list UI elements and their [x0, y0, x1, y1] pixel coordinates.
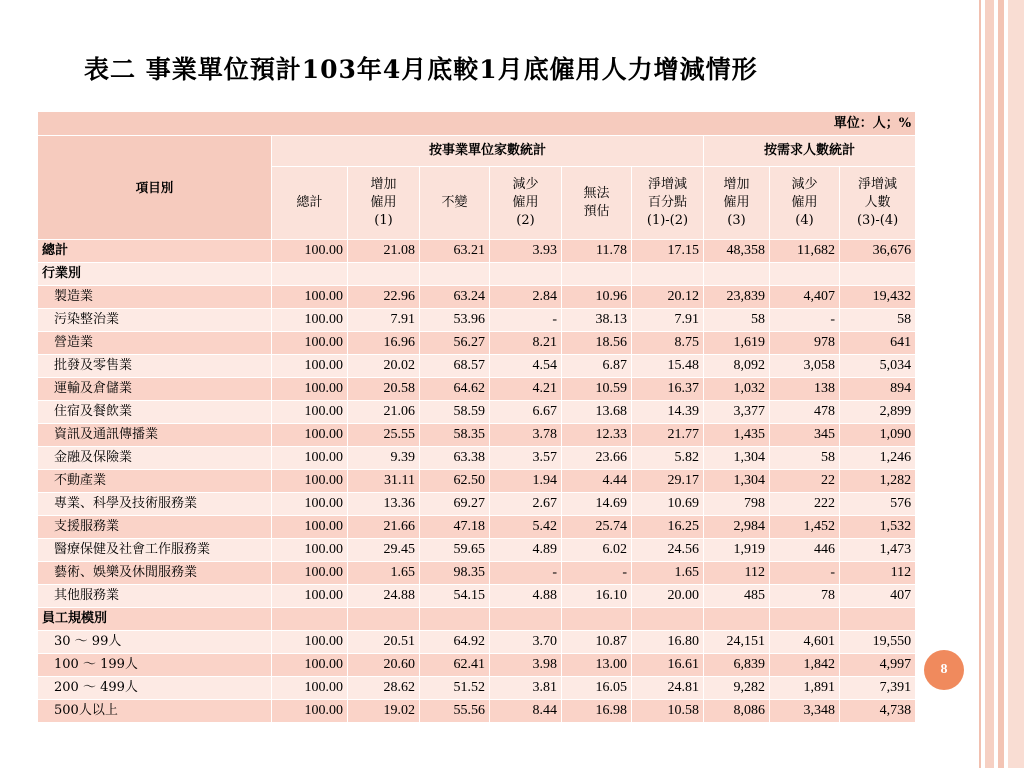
table-cell: 1,532: [840, 516, 916, 539]
row-label: 營造業: [38, 332, 272, 355]
table-row: [38, 470, 916, 493]
column-header: [490, 167, 562, 240]
table-cell: 3,058: [770, 355, 840, 378]
row-label: 總計: [38, 240, 272, 263]
table-row: [38, 585, 916, 608]
table-cell: 100.00: [272, 631, 348, 654]
table-cell: 59.65: [420, 539, 490, 562]
table-cell: 100.00: [272, 240, 348, 263]
table-cell: 100.00: [272, 355, 348, 378]
table-cell: 13.00: [562, 654, 632, 677]
column-header-line: 無法: [583, 186, 610, 201]
table-cell: 100.00: [272, 562, 348, 585]
column-header-line: 僱用: [512, 195, 539, 210]
table-row: [38, 286, 916, 309]
row-label: 不動產業: [38, 470, 272, 493]
table-cell: 21.66: [348, 516, 420, 539]
column-header-line: 僱用: [370, 195, 397, 210]
table-cell: [770, 263, 840, 286]
table-cell: 112: [704, 562, 770, 585]
column-header-line: (1)-(2): [646, 213, 689, 228]
table-cell: 28.62: [348, 677, 420, 700]
table-cell: 4.44: [562, 470, 632, 493]
table-cell: 1,304: [704, 447, 770, 470]
table-cell: [490, 608, 562, 631]
table-cell: 55.56: [420, 700, 490, 723]
table-cell: 63.21: [420, 240, 490, 263]
table-cell: 100.00: [272, 539, 348, 562]
table-cell: 100.00: [272, 286, 348, 309]
table-cell: 8,086: [704, 700, 770, 723]
table-cell: 29.17: [632, 470, 704, 493]
table-row: [38, 608, 916, 631]
table-cell: 138: [770, 378, 840, 401]
table-cell: 20.00: [632, 585, 704, 608]
table-cell: 19.02: [348, 700, 420, 723]
table-cell: 1,919: [704, 539, 770, 562]
column-header-line: (3)-(4): [856, 213, 899, 228]
table-cell: 18.56: [562, 332, 632, 355]
row-label: 運輸及倉儲業: [38, 378, 272, 401]
table-cell: 63.24: [420, 286, 490, 309]
header-group-establishments: 按事業單位家數統計: [272, 136, 704, 167]
column-header: [632, 167, 704, 240]
table-cell: 3,348: [770, 700, 840, 723]
table-row: [38, 493, 916, 516]
table-cell: 10.58: [632, 700, 704, 723]
table-cell: [562, 608, 632, 631]
table-cell: 16.10: [562, 585, 632, 608]
table-cell: 978: [770, 332, 840, 355]
table-row: [38, 309, 916, 332]
table-cell: [770, 608, 840, 631]
table-row: [38, 263, 916, 286]
row-label: 支援服務業: [38, 516, 272, 539]
table-cell: 16.05: [562, 677, 632, 700]
table-cell: 8.44: [490, 700, 562, 723]
row-label: 金融及保險業: [38, 447, 272, 470]
table-cell: 58.35: [420, 424, 490, 447]
table-cell: 5.42: [490, 516, 562, 539]
table-cell: 58: [840, 309, 916, 332]
table-cell: 8.75: [632, 332, 704, 355]
table-cell: -: [770, 562, 840, 585]
column-header-line: 僱用: [723, 195, 750, 210]
table-cell: 576: [840, 493, 916, 516]
table-cell: 10.59: [562, 378, 632, 401]
decor-stripe: [979, 0, 981, 768]
column-header-line: 淨增減: [858, 177, 898, 192]
column-header-line: 淨增減: [647, 177, 687, 192]
table-cell: 22.96: [348, 286, 420, 309]
table-cell: 7.91: [632, 309, 704, 332]
employment-table: [37, 111, 916, 723]
table-cell: 68.57: [420, 355, 490, 378]
table-cell: 64.62: [420, 378, 490, 401]
table-cell: 4,997: [840, 654, 916, 677]
table-cell: 12.33: [562, 424, 632, 447]
table-row: [38, 654, 916, 677]
table-cell: 62.50: [420, 470, 490, 493]
table-cell: 5.82: [632, 447, 704, 470]
table-cell: 7,391: [840, 677, 916, 700]
table-cell: [704, 608, 770, 631]
table-cell: 62.41: [420, 654, 490, 677]
table-cell: -: [490, 562, 562, 585]
table-cell: 4,601: [770, 631, 840, 654]
table-cell: 100.00: [272, 470, 348, 493]
table-cell: 1,246: [840, 447, 916, 470]
table-cell: 13.36: [348, 493, 420, 516]
table-cell: 78: [770, 585, 840, 608]
table-cell: 407: [840, 585, 916, 608]
table-cell: [632, 608, 704, 631]
column-header: [562, 167, 632, 240]
column-header-line: 減少: [512, 177, 539, 192]
table-row: [38, 240, 916, 263]
column-header-line: 僱用: [791, 195, 818, 210]
table-cell: 20.02: [348, 355, 420, 378]
table-cell: 22: [770, 470, 840, 493]
column-header: [272, 167, 348, 240]
table-cell: 2.84: [490, 286, 562, 309]
table-cell: [420, 608, 490, 631]
table-cell: 29.45: [348, 539, 420, 562]
table-cell: 20.60: [348, 654, 420, 677]
table-row: [38, 424, 916, 447]
table-cell: 6,839: [704, 654, 770, 677]
table-cell: 3,377: [704, 401, 770, 424]
table-cell: 4.88: [490, 585, 562, 608]
decor-stripe: [998, 0, 1004, 768]
table-cell: 3.81: [490, 677, 562, 700]
table-cell: 48,358: [704, 240, 770, 263]
table-cell: 58: [770, 447, 840, 470]
column-header-line: 不變: [441, 195, 468, 210]
table-cell: 8.21: [490, 332, 562, 355]
table-cell: 1,282: [840, 470, 916, 493]
table-cell: 56.27: [420, 332, 490, 355]
row-label: 藝術、娛樂及休閒服務業: [38, 562, 272, 585]
column-header: [704, 167, 770, 240]
table-cell: 16.25: [632, 516, 704, 539]
table-cell: 1,435: [704, 424, 770, 447]
table-cell: 798: [704, 493, 770, 516]
row-label: 住宿及餐飲業: [38, 401, 272, 424]
table-cell: 4,738: [840, 700, 916, 723]
table-cell: 5,034: [840, 355, 916, 378]
table-cell: 63.38: [420, 447, 490, 470]
row-label: 行業別: [38, 263, 272, 286]
table-cell: 58: [704, 309, 770, 332]
table-cell: 24.88: [348, 585, 420, 608]
table-cell: 98.35: [420, 562, 490, 585]
table-cell: [840, 263, 916, 286]
row-label: 專業、科學及技術服務業: [38, 493, 272, 516]
table-cell: 64.92: [420, 631, 490, 654]
page-number-badge: 8: [924, 650, 964, 690]
table-cell: 17.15: [632, 240, 704, 263]
table-cell: [562, 263, 632, 286]
table-cell: 1,619: [704, 332, 770, 355]
table-cell: 3.93: [490, 240, 562, 263]
row-label: 醫療保健及社會工作服務業: [38, 539, 272, 562]
column-header-line: 增加: [723, 177, 750, 192]
table-cell: 53.96: [420, 309, 490, 332]
table-cell: 8,092: [704, 355, 770, 378]
table-cell: 25.55: [348, 424, 420, 447]
table-row: [38, 677, 916, 700]
column-header: [840, 167, 916, 240]
table-row: [38, 401, 916, 424]
table-cell: 3.57: [490, 447, 562, 470]
table-cell: 3.78: [490, 424, 562, 447]
table-cell: 16.61: [632, 654, 704, 677]
table-cell: 1,304: [704, 470, 770, 493]
table-cell: 100.00: [272, 447, 348, 470]
row-label: 員工規模別: [38, 608, 272, 631]
table-cell: 31.11: [348, 470, 420, 493]
table-cell: 100.00: [272, 332, 348, 355]
header-group-demand: 按需求人數統計: [704, 136, 916, 167]
table-cell: 54.15: [420, 585, 490, 608]
table-cell: 16.96: [348, 332, 420, 355]
column-header-line: (2): [516, 213, 535, 228]
table-cell: 23,839: [704, 286, 770, 309]
table-cell: 100.00: [272, 700, 348, 723]
table-cell: 894: [840, 378, 916, 401]
table-cell: 23.66: [562, 447, 632, 470]
table-cell: 21.08: [348, 240, 420, 263]
table-cell: 21.77: [632, 424, 704, 447]
table-cell: 2,899: [840, 401, 916, 424]
column-header-line: 人數: [864, 195, 891, 210]
table-cell: 10.87: [562, 631, 632, 654]
slide-title: 表二 事業單位預計103年4月底較1月底僱用人力增減情形: [84, 55, 758, 84]
table-cell: 1,473: [840, 539, 916, 562]
table-cell: [348, 263, 420, 286]
table-cell: 4.89: [490, 539, 562, 562]
table-cell: 1,032: [704, 378, 770, 401]
table-row: [38, 700, 916, 723]
table-cell: 24,151: [704, 631, 770, 654]
table-cell: 51.52: [420, 677, 490, 700]
table-cell: 478: [770, 401, 840, 424]
table-cell: 14.69: [562, 493, 632, 516]
table-cell: 6.02: [562, 539, 632, 562]
table-cell: 9,282: [704, 677, 770, 700]
decor-stripe: [1008, 0, 1024, 768]
table-cell: 24.81: [632, 677, 704, 700]
table-cell: [632, 263, 704, 286]
table-cell: 16.37: [632, 378, 704, 401]
column-header-line: 減少: [791, 177, 818, 192]
table-cell: 19,432: [840, 286, 916, 309]
row-label: 其他服務業: [38, 585, 272, 608]
table-cell: 10.69: [632, 493, 704, 516]
row-label: 製造業: [38, 286, 272, 309]
table-cell: 21.06: [348, 401, 420, 424]
column-header-line: (3): [727, 213, 746, 228]
table-cell: 69.27: [420, 493, 490, 516]
header-corner: 項目別: [38, 136, 272, 240]
table-cell: 24.56: [632, 539, 704, 562]
table-row: [38, 332, 916, 355]
table-cell: -: [490, 309, 562, 332]
column-header: [420, 167, 490, 240]
table-cell: 222: [770, 493, 840, 516]
table-cell: 2,984: [704, 516, 770, 539]
column-header: [770, 167, 840, 240]
column-header-line: 百分點: [647, 195, 687, 210]
table-row: [38, 378, 916, 401]
decor-stripe: [985, 0, 994, 768]
table-cell: 6.87: [562, 355, 632, 378]
table-cell: 10.96: [562, 286, 632, 309]
table-cell: 25.74: [562, 516, 632, 539]
table-cell: 1.65: [348, 562, 420, 585]
table-row: [38, 447, 916, 470]
table-cell: 14.39: [632, 401, 704, 424]
table-cell: 15.48: [632, 355, 704, 378]
table-cell: [272, 608, 348, 631]
table-cell: -: [562, 562, 632, 585]
table-cell: 1.94: [490, 470, 562, 493]
table-cell: [704, 263, 770, 286]
table-cell: 641: [840, 332, 916, 355]
row-label: 資訊及通訊傳播業: [38, 424, 272, 447]
table-cell: [272, 263, 348, 286]
table-cell: 4.21: [490, 378, 562, 401]
column-header-line: 總計: [296, 195, 323, 210]
column-header-line: (1): [374, 213, 393, 228]
table-row: [38, 516, 916, 539]
column-header-line: 增加: [370, 177, 397, 192]
table-cell: 4,407: [770, 286, 840, 309]
table-cell: 100.00: [272, 677, 348, 700]
table-cell: 446: [770, 539, 840, 562]
row-label: 污染整治業: [38, 309, 272, 332]
table-cell: 2.67: [490, 493, 562, 516]
table-cell: 7.91: [348, 309, 420, 332]
table-cell: 6.67: [490, 401, 562, 424]
table-cell: 100.00: [272, 309, 348, 332]
table-cell: 100.00: [272, 378, 348, 401]
table-cell: 20.58: [348, 378, 420, 401]
table-cell: [420, 263, 490, 286]
table-cell: 100.00: [272, 654, 348, 677]
table-row: [38, 539, 916, 562]
table-cell: 11.78: [562, 240, 632, 263]
table-cell: 47.18: [420, 516, 490, 539]
table-cell: 1,842: [770, 654, 840, 677]
table-cell: 13.68: [562, 401, 632, 424]
table-cell: 16.98: [562, 700, 632, 723]
unit-row: [38, 112, 916, 136]
row-label: 30 ～ 99人: [38, 631, 272, 654]
column-header-line: 預估: [583, 204, 610, 219]
table-cell: 11,682: [770, 240, 840, 263]
row-label: 100 ～ 199人: [38, 654, 272, 677]
table-cell: 36,676: [840, 240, 916, 263]
table-cell: 1.65: [632, 562, 704, 585]
column-header-line: (4): [795, 213, 814, 228]
table-cell: 100.00: [272, 493, 348, 516]
table-cell: 3.70: [490, 631, 562, 654]
table-cell: 100.00: [272, 585, 348, 608]
row-label: 200 ～ 499人: [38, 677, 272, 700]
table-cell: 100.00: [272, 401, 348, 424]
table-cell: 1,452: [770, 516, 840, 539]
table-cell: 100.00: [272, 516, 348, 539]
table-row: [38, 355, 916, 378]
column-header: [348, 167, 420, 240]
table-cell: [840, 608, 916, 631]
table-cell: -: [770, 309, 840, 332]
table-cell: 9.39: [348, 447, 420, 470]
header-group-row: [38, 136, 916, 167]
row-label: 批發及零售業: [38, 355, 272, 378]
table-cell: 20.12: [632, 286, 704, 309]
table-cell: 16.80: [632, 631, 704, 654]
unit-label: 單位：人；%: [38, 112, 916, 136]
table-cell: 485: [704, 585, 770, 608]
table-row: [38, 562, 916, 585]
table-row: [38, 631, 916, 654]
table-cell: 38.13: [562, 309, 632, 332]
table-cell: [348, 608, 420, 631]
table-cell: 345: [770, 424, 840, 447]
table-cell: 4.54: [490, 355, 562, 378]
table-cell: 58.59: [420, 401, 490, 424]
row-label: 500人以上: [38, 700, 272, 723]
table-cell: [490, 263, 562, 286]
table-cell: 1,891: [770, 677, 840, 700]
table-cell: 20.51: [348, 631, 420, 654]
table-cell: 3.98: [490, 654, 562, 677]
table-cell: 100.00: [272, 424, 348, 447]
table-cell: 112: [840, 562, 916, 585]
table-cell: 19,550: [840, 631, 916, 654]
table-cell: 1,090: [840, 424, 916, 447]
